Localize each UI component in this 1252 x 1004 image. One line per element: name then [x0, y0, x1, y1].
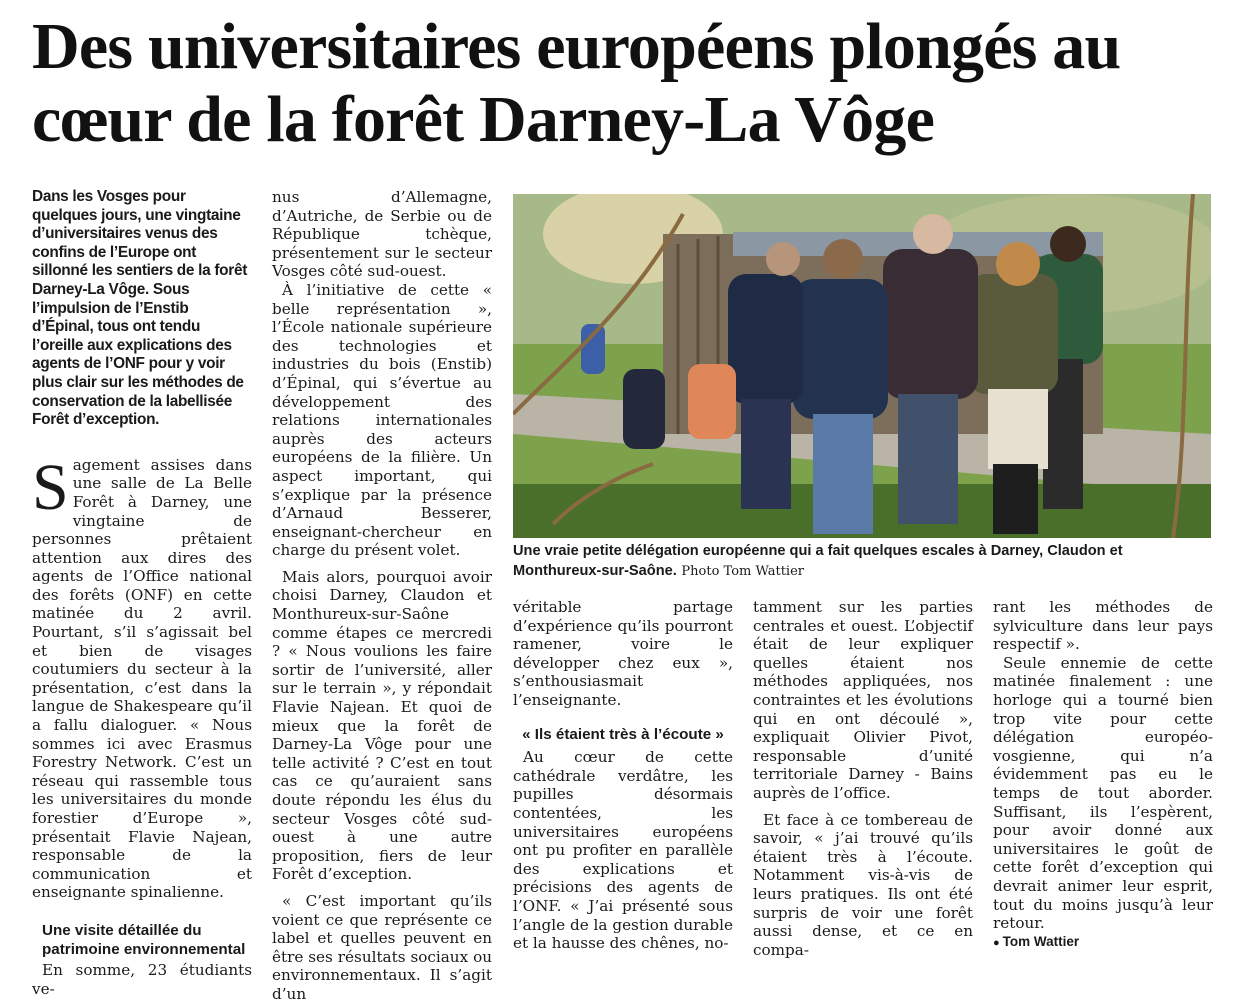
drop-cap: S: [32, 450, 69, 524]
column-3: [513, 598, 733, 953]
column-5: [993, 598, 1213, 952]
headline: Des universitaires européens plongés au cœur de la forêt Darney-La Vôge: [32, 10, 1121, 156]
article-photo: [513, 194, 1211, 538]
body-paragraph: nus d’Allemagne, d’Autriche, de Serbie ou de République tchèque, présentement sur le secteur Vosges côté sud-ouest.: [272, 188, 492, 281]
photo-credit: Photo Tom Wattier: [681, 564, 804, 579]
body-paragraph: Mais alors, pourquoi avoir choisi Darney, Claudon et Monthureux-sur-Saône comme étapes ce mercredi ? « Nous voulions les faire sortir de l’université, aller sur le terrain », y répondait Flavie Najean. Et quoi de mieux que la forêt de Darney-La Vôge pour une telle activité ? C’est en tout cas ce qu’auraient sans doute répondu les élus du secteur Vosges côté sud-ouest à une autre proposition, fiers de leur Forêt d’exception.: [272, 567, 492, 884]
body-paragraph: À l’initiative de cette « belle représentation », l’École nationale supérieure des technologies et industries du bois (Enstib) d’Épinal, qui s’évertue au développement des relations internationales auprès des acteurs européens de la filière. Un aspect important, qui s’explique par la présence d’Arnaud Besserer, enseignant-chercheur en charge du présent volet.: [272, 280, 492, 560]
body-paragraph: En somme, 23 étudiants ve-: [32, 961, 252, 998]
body-paragraph: Et face à ce tombereau de savoir, « j’ai trouvé qu’ils étaient très à l’écoute. Notamment vis-à-vis de leurs pratiques. Ils ont été surpris de voir une forêt aussi dense, et ce en compa-: [753, 810, 973, 959]
column-2: [272, 188, 492, 1004]
lead-paragraph: Dans les Vosges pour quelques jours, une vingtaine d’universitaires venus des confins de l’Europe ont sillonné les sentiers de la forêt Darney-La Vôge. Sous l’impulsion de l’Enstib d’Épinal, tous ont tendu l’oreille aux explications des agents de l’ONF pour y voir plus clair sur les méthodes de conservation de la labellisée Forêt d’exception.: [32, 188, 248, 429]
subheading: Une visite détaillée du patrimoine environnemental: [42, 921, 246, 958]
body-paragraph: véritable partage d’expérience qu’ils pourront ramener, voire le développer chez eux », s’enthousiasmait l’enseignante.: [513, 598, 733, 709]
intertitle: « Ils étaient très à l’écoute »: [522, 725, 724, 743]
caption-text: Une vraie petite délégation européenne qui a fait quelques escales à Darney, Claudon et Monthureux-sur-Saône.: [513, 543, 1123, 579]
body-paragraph: « C’est important qu’ils voient ce que représente ce label et quelles peuvent en être ses résultats sociaux ou environnementaux. Il s’agit d’un: [272, 891, 492, 1003]
body-paragraph: Sagement assises dans une salle de La Belle Forêt à Darney, une vingtaine de personnes prêtaient attention aux dires des agents de l’Office national des forêts (ONF) en cette matinée du 2 avril. Pourtant, s’il s’agissait bel et bien de visages coutumiers du secteur à la présentation, c’est dans la langue de Shakespeare qu’il a fallu dialoguer. « Nous sommes ici avec Erasmus Forestry Network. C’est un réseau qui rassemble tous les universitaires du monde forestier d’Europe », présentait Flavie Najean, responsable de la communication et enseignante spinalienne.: [32, 450, 252, 902]
photo-caption: [513, 541, 1213, 581]
body-paragraph: Au cœur de cette cathédrale verdâtre, les pupilles désormais contentées, les universitaires européens ont pu profiter en parallèle des explications et précisions des agents de l’ONF. « J’ai présenté sous l’angle de la gestion durable et la hausse des chênes, no-: [513, 748, 733, 953]
column-4: [753, 598, 973, 959]
body-paragraph: tamment sur les parties centrales et ouest. L’objectif était de leur expliquer quelles étaient nos méthodes appliquées, nos contraintes et les évolutions qui en ont découlé », expliquait Olivier Pivot, responsable d’unité territoriale Darney - Bains auprès de l’office.: [753, 598, 973, 802]
body-paragraph: Seule ennemie de cette matinée finalement : une horloge qui a tourné bien trop vite pour cette délégation européo-vosgienne, qui n’a évidemment pas eu le temps de tout aborder. Suffisant, ils l’espèrent, pour avoir donné aux universitaires le goût de cette forêt d’exception qui devrait animer leur esprit, tout du moins jusqu’à leur retour.: [993, 653, 1213, 933]
column-1: [32, 188, 252, 998]
body-paragraph: rant les méthodes de sylviculture dans leur pays respectif ».: [993, 598, 1213, 654]
bullet-icon: ●: [993, 936, 1000, 949]
author-signature: ● Tom Wattier: [993, 933, 1080, 949]
